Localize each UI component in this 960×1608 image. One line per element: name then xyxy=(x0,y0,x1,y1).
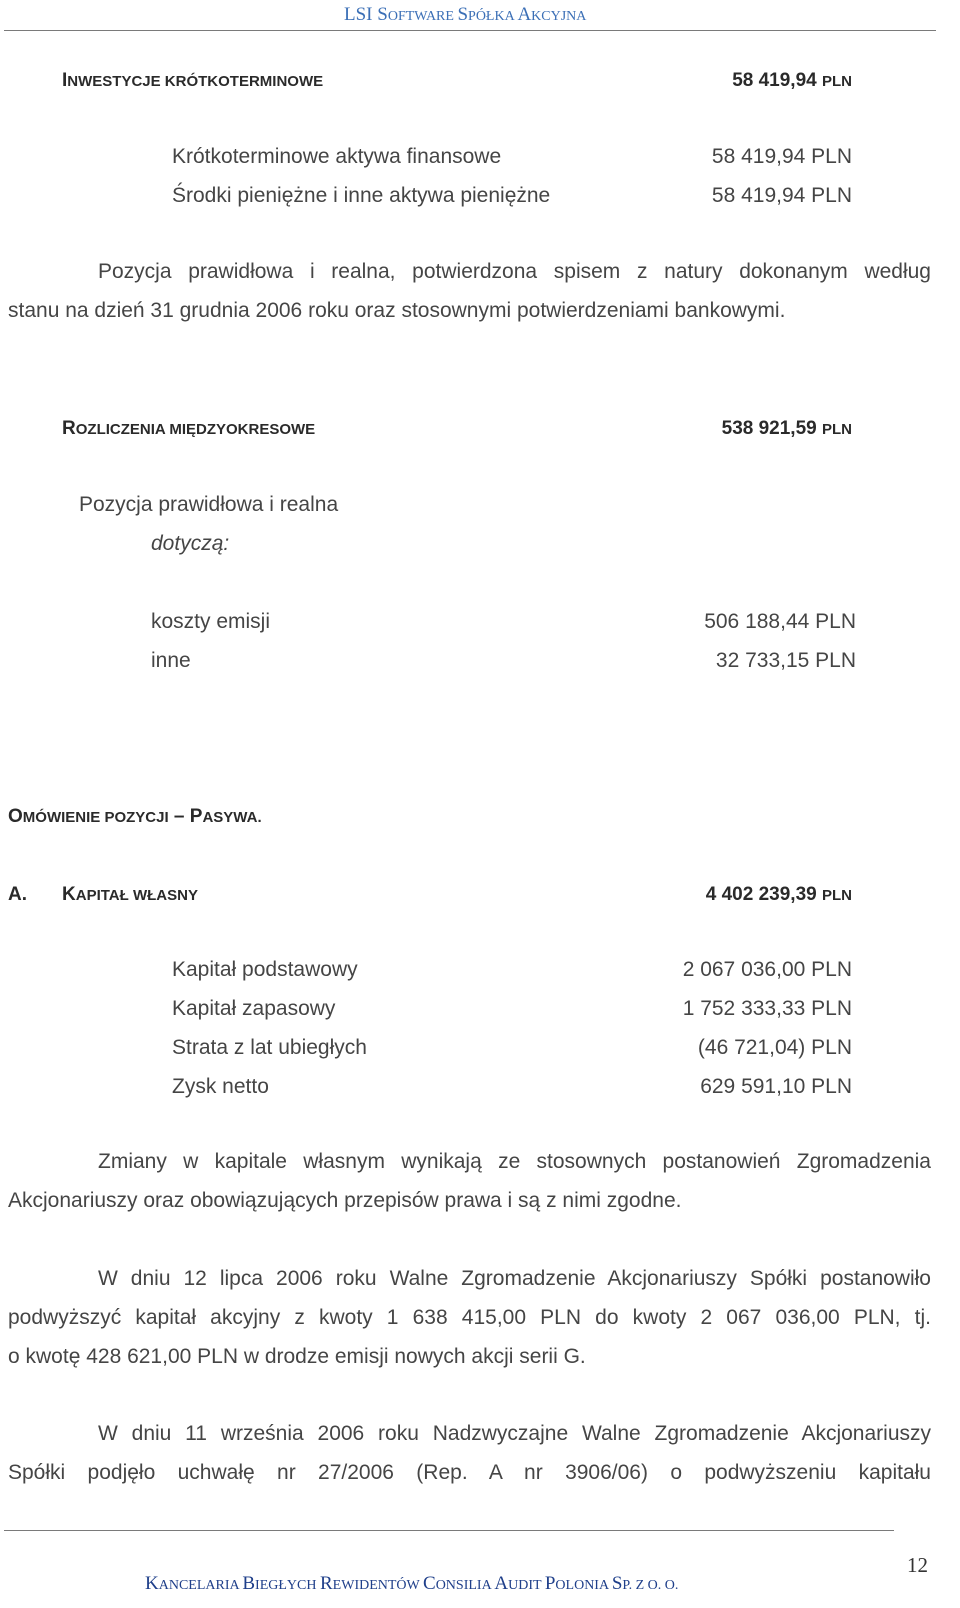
paragraph-line: Zmiany w kapitale własnym wynikają ze stosownych postanowień Zgromadzenia xyxy=(98,1150,931,1173)
rmk-row-value: 506 188,44 PLN xyxy=(704,610,856,633)
rmk-line: Pozycja prawidłowa i realna xyxy=(79,493,339,516)
title-rest: OZLICZENIA MIĘDZYOKRESOWE xyxy=(75,421,316,438)
section-title-kapital xyxy=(62,884,198,906)
kw-row-label: Kapitał podstawowy xyxy=(172,958,358,981)
total-unit: PLN xyxy=(822,421,852,438)
rmk-row-label: koszty emisji xyxy=(151,610,271,633)
total-value: 538 921,59 xyxy=(721,418,817,439)
section-title-inwestycje xyxy=(62,70,323,92)
footer-text: EWIDENTÓW xyxy=(332,1578,423,1593)
title-rest: MÓWIENIE POZYCJI xyxy=(22,809,169,826)
header-text: KCYJNA xyxy=(531,9,587,24)
page-footer xyxy=(145,1573,678,1595)
footer-text: IEGŁYCH xyxy=(255,1578,320,1593)
footer-text: S xyxy=(611,1573,623,1594)
inv-row-value: 58 419,94 PLN xyxy=(711,145,852,168)
kw-row-value: 629 591,10 PLN xyxy=(700,1075,852,1098)
kw-row-label: Zysk netto xyxy=(172,1075,269,1098)
inv-paragraph xyxy=(8,252,931,330)
inv-row-label: Krótkoterminowe aktywa finansowe xyxy=(172,145,502,168)
footer-text: A xyxy=(494,1573,509,1594)
paragraph-line: W dniu 12 lipca 2006 roku Walne Zgromadzenie Akcjonariuszy Spółki postanowiło xyxy=(98,1267,931,1290)
header-text: S xyxy=(457,4,469,25)
paragraph-line: Spółki podjęło uchwałę nr 27/2006 (Rep. A nr 3906/06) o podwyższeniu kapitału xyxy=(8,1461,931,1484)
section-total-inwestycje xyxy=(732,70,852,92)
footer-text: UDIT xyxy=(508,1578,545,1593)
header-text: PÓŁKA xyxy=(468,9,518,24)
rmk-row-value: 32 733,15 PLN xyxy=(715,649,856,672)
title-initial: O xyxy=(8,806,23,827)
total-value: 58 419,94 xyxy=(732,70,817,91)
title-rest: NWESTYCJE KRÓTKOTERMINOWE xyxy=(67,73,324,90)
section-total-rozliczenia xyxy=(722,418,852,440)
header-text: OFTWARE xyxy=(387,9,458,24)
title-initial: R xyxy=(62,418,76,439)
paragraph-line: Akcjonariuszy oraz obowiązujących przepisów prawa i są z nimi zgodne. xyxy=(8,1189,682,1212)
footer-text: R xyxy=(319,1573,333,1594)
paragraph-line: podwyższyć kapitał akcyjny z kwoty 1 638 415,00 PLN do kwoty 2 067 036,00 PLN, tj. xyxy=(8,1306,931,1329)
section-prefix-kapital: A. xyxy=(8,884,27,905)
footer-text: P. Z O. O. xyxy=(622,1578,679,1593)
header-text: LSI S xyxy=(344,4,388,25)
paragraph-line: stanu na dzień 31 grudnia 2006 roku oraz stosownymi potwierdzeniami bankowymi. xyxy=(8,299,786,322)
footer-text: P xyxy=(544,1573,556,1594)
title-initial: I xyxy=(62,70,68,91)
page-header xyxy=(344,4,586,26)
inv-row-value: 58 419,94 PLN xyxy=(711,184,852,207)
section-title-pasywa xyxy=(8,806,262,828)
title-initial: P xyxy=(189,806,203,827)
kw-row-label: Strata z lat ubiegłych xyxy=(172,1036,367,1059)
total-unit: PLN xyxy=(822,73,852,90)
kw-row-value: (46 721,04) PLN xyxy=(697,1036,852,1059)
kw-row-value: 1 752 333,33 PLN xyxy=(682,997,852,1020)
title-rest: APITAŁ WŁASNY xyxy=(75,887,198,904)
footer-text: B xyxy=(242,1573,256,1594)
paragraph-line: W dniu 11 września 2006 roku Nadzwyczajne Walne Zgromadzenie Akcjonariuszy xyxy=(98,1422,931,1445)
paragraph-line: o kwotę 428 621,00 PLN w drodze emisji nowych akcji serii G. xyxy=(8,1345,586,1368)
section-total-kapital xyxy=(706,884,852,906)
footer-text: OLONIA xyxy=(555,1578,612,1593)
title-initial: K xyxy=(62,884,76,905)
title-dash: – xyxy=(168,806,190,827)
footer-rule xyxy=(4,1530,894,1531)
footer-text: ANCELARIA xyxy=(158,1578,243,1593)
footer-text: C xyxy=(423,1573,436,1594)
kw-paragraph-3 xyxy=(8,1414,931,1492)
kw-paragraph-2 xyxy=(8,1259,931,1376)
paragraph-line: Pozycja prawidłowa i realna, potwierdzona spisem z natury dokonanym według xyxy=(98,260,931,283)
inv-row-label: Środki pieniężne i inne aktywa pieniężne xyxy=(172,184,551,207)
total-value: 4 402 239,39 xyxy=(705,884,817,905)
header-rule xyxy=(4,30,936,31)
kw-row-value: 2 067 036,00 PLN xyxy=(682,958,852,981)
total-unit: PLN xyxy=(822,887,852,904)
section-title-rozliczenia xyxy=(62,418,315,440)
rmk-row-label: inne xyxy=(151,649,191,672)
footer-text: K xyxy=(145,1573,159,1594)
kw-paragraph-1 xyxy=(8,1142,931,1220)
footer-text: ONSILIA xyxy=(435,1578,495,1593)
page-number: 12 xyxy=(907,1553,928,1577)
header-text: A xyxy=(517,4,532,25)
kw-row-label: Kapitał zapasowy xyxy=(172,997,336,1020)
rmk-line-italic: dotyczą: xyxy=(151,532,230,555)
title-rest: ASYWA. xyxy=(202,809,262,826)
